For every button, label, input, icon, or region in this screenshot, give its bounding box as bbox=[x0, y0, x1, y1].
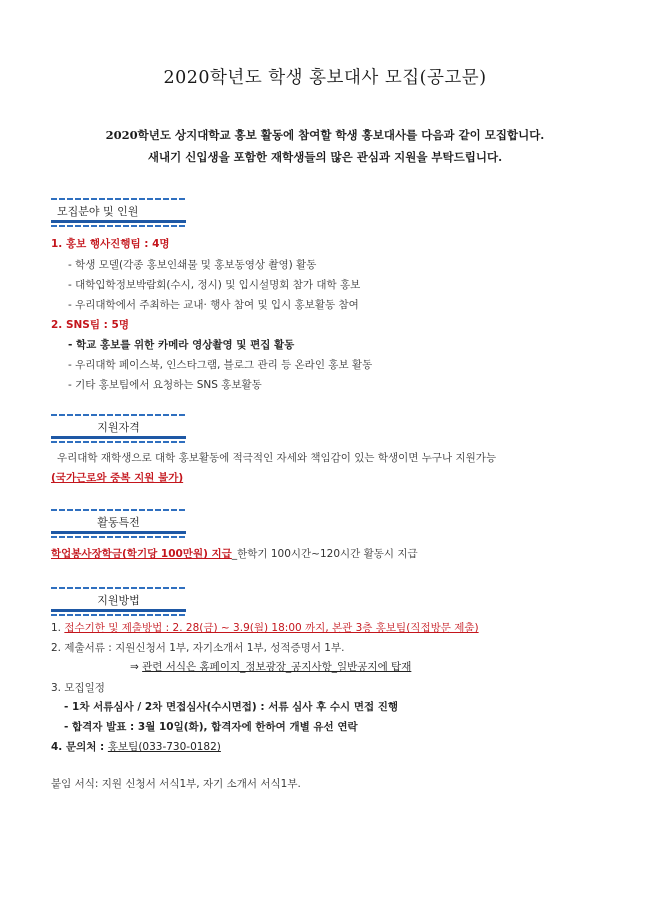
method-item-2-sub-text: 관련 서식은 홈페이지_정보광장_공지사항_일반공지에 탑재 bbox=[142, 661, 412, 673]
team1-item-3: - 우리대학에서 주최하는 교내· 행사 참여 및 입시 홍보활동 참여 bbox=[68, 299, 359, 311]
qualification-note: (국가근로와 중복 지원 불가) bbox=[51, 472, 184, 484]
section-heading-recruit-label: 모집분야 및 인원 bbox=[57, 205, 139, 218]
section-heading-qualification-label: 지원자격 bbox=[97, 421, 140, 434]
arrow-icon: ⇒ bbox=[130, 661, 143, 673]
method-item-4 bbox=[51, 739, 221, 754]
method-item-1-number: 1. bbox=[51, 622, 65, 634]
section-heading-benefits-label: 활동특전 bbox=[97, 516, 140, 529]
method-item-4-label: 4. 문의처 : bbox=[51, 741, 108, 753]
team2-item-2: - 우리대학 페이스북, 인스타그램, 블로그 관리 등 온라인 홍보 활동 bbox=[68, 359, 373, 371]
attachment-note: 붙임 서식: 지원 신청서 서식1부, 자기 소개서 서식1부. bbox=[51, 778, 301, 790]
method-item-2: 2. 제출서류 : 지원신청서 1부, 자기소개서 1부, 성적증명서 1부. bbox=[51, 642, 345, 654]
intro-line-2: 새내기 신입생을 포함한 재학생들의 많은 관심과 지원을 부탁드립니다. bbox=[147, 150, 503, 164]
method-item-1 bbox=[51, 620, 479, 635]
team2-item-1: - 학교 홍보를 위한 카메라 영상촬영 및 편집 활동 bbox=[68, 339, 295, 351]
contact-phone: 홍보팀(033-730-0182) bbox=[107, 741, 221, 753]
method-item-1-deadline: 접수기한 및 제출방법 : 2. 28(금) ~ 3.9(월) 18:00 까지, 본관 3층 홍보팀(직접방문 제출) bbox=[64, 622, 479, 634]
team1-item-1: - 학생 모델(각종 홍보인쇄물 및 홍보동영상 촬영) 활동 bbox=[68, 259, 317, 271]
method-item-3: 3. 모집일정 bbox=[51, 682, 105, 694]
section-heading-method-label: 지원방법 bbox=[97, 594, 140, 607]
benefits-line bbox=[51, 546, 418, 561]
method-item-3-sub-2: - 합격자 발표 : 3월 10일(화), 합격자에 한하여 개별 유선 연락 bbox=[64, 721, 358, 733]
benefits-rest: _한학기 100시간~120시간 활동시 지급 bbox=[231, 548, 418, 560]
team1-item-2: - 대학입학정보박람회(수시, 정시) 및 입시설명회 참가 대학 홍보 bbox=[68, 279, 361, 291]
section-heading-qualification bbox=[51, 414, 186, 439]
benefits-highlight: 학업봉사장학금(학기당 100만원) 지급 bbox=[51, 548, 232, 560]
method-item-2-sub bbox=[130, 659, 411, 674]
section-heading-benefits bbox=[51, 509, 186, 534]
method-item-3-sub-1: - 1차 서류심사 / 2차 면접심사(수시면접) : 서류 심사 후 수시 면접 진행 bbox=[64, 701, 399, 713]
team1-title: 1. 홍보 행사진행팀 : 4명 bbox=[51, 238, 170, 250]
page-title: 2020학년도 학생 홍보대사 모집(공고문) bbox=[163, 68, 487, 88]
qualification-text: 우리대학 재학생으로 대학 홍보활동에 적극적인 자세와 책임감이 있는 학생이면 누구나 지원가능 bbox=[57, 452, 497, 464]
section-heading-method bbox=[51, 587, 186, 612]
team2-title: 2. SNS팀 : 5명 bbox=[51, 319, 129, 331]
team2-item-3: - 기타 홍보팀에서 요청하는 SNS 홍보활동 bbox=[68, 379, 262, 391]
intro-line-1: 2020학년도 상지대학교 홍보 활동에 참여할 학생 홍보대사를 다음과 같이 모집합니다. bbox=[105, 128, 545, 142]
section-heading-recruit bbox=[51, 198, 186, 223]
